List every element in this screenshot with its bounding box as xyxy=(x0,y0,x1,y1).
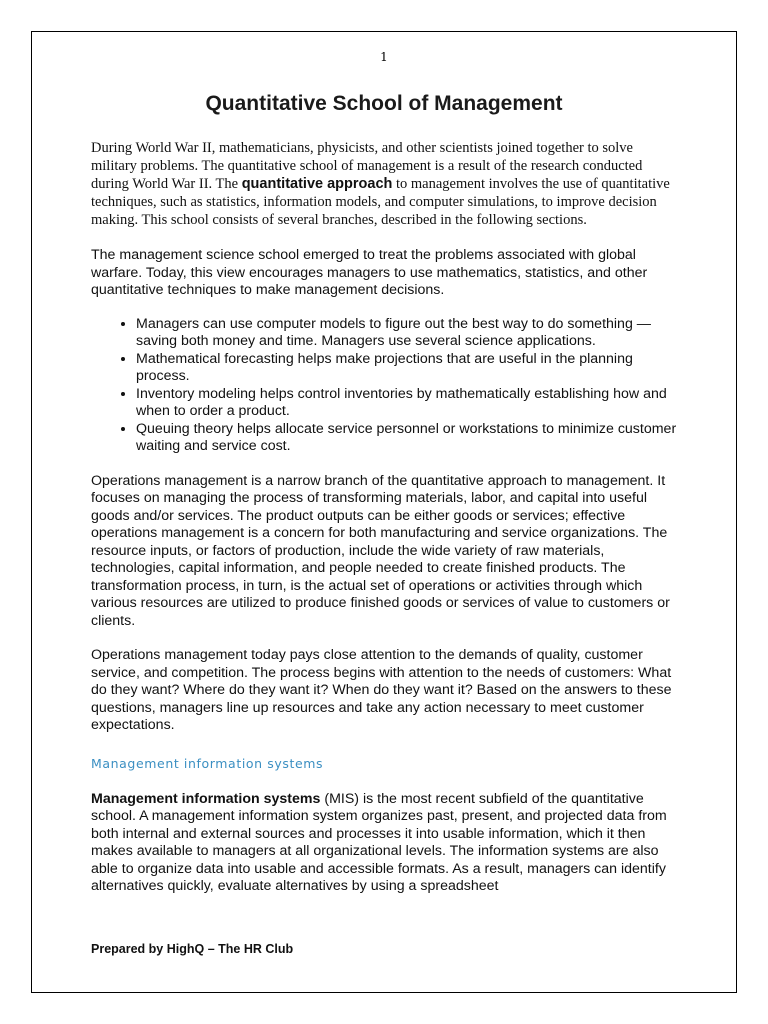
mis-text: (MIS) is the most recent subfield of the quantitative school. A management information system organizes past, present, and projected data from both internal and external sources and processes it into usable information, which it then makes available to managers at all organizational levels. The information systems are also able to organize data into usable and accessible formats. As a result, managers can identify alternatives quickly, evaluate alternatives by using a spreadsheet xyxy=(91,790,667,894)
list-item: • Inventory modeling helps control inventories by mathematically establishing how and when to order a product. xyxy=(136,386,679,421)
management-science-paragraph: The management science school emerged to treat the problems associated with global warfare. Today, this view encourages managers to use mathematics, statistics, and other quantitative techniques to make management decisions. xyxy=(91,247,648,298)
bullet-list xyxy=(91,316,679,456)
intro-text-before: During World War II, mathematicians, physicists, and other scientists joined together to solve military problems. The quantitative school of management is a result of the research conducted during World War II. The xyxy=(91,140,643,192)
intro-text-after: to management involves the use of quantitative techniques, such as statistics, information models, and computer simulations, to improve decision making. This school consists of several branches, described in the following sections. xyxy=(91,176,670,228)
intro-paragraph xyxy=(91,139,679,229)
mis-bold-term: Management information systems xyxy=(91,790,321,807)
operations-paragraph-2: Operations management today pays close attention to the demands of quality, customer service, and competition. The process begins with attention to the needs of customers: What do they want? Where do they want it? When do they want it? Based on the answers to these questions, managers line up resources and take any action necessary to meet customer expectations. xyxy=(91,647,672,733)
page-footer: Prepared by HighQ – The HR Club xyxy=(91,942,294,956)
list-item: • Queuing theory helps allocate service personnel or workstations to minimize customer waiting and service cost. xyxy=(136,421,679,456)
mis-paragraph xyxy=(91,791,679,896)
operations-paragraph-1: Operations management is a narrow branch of the quantitative approach to management. It focuses on managing the process of transforming materials, labor, and capital into useful goods and/or services. The product outputs can be either goods or services; effective operations management is a concern for both manufacturing and service organizations. The resource inputs, or factors of production, include the wide variety of raw materials, technologies, capital information, and people needed to create finished products. The transformation process, in turn, is the actual set of operations or activities through which various resources are utilized to produce finished goods or services of value to customers or clients. xyxy=(91,472,670,629)
document-body xyxy=(91,139,679,896)
document-page xyxy=(31,31,737,993)
mis-section-heading: Management information systems xyxy=(91,755,324,771)
list-item: • Mathematical forecasting helps make projections that are useful in the planning process. xyxy=(136,351,679,386)
page-title: Quantitative School of Management xyxy=(205,92,563,115)
page-number: 1 xyxy=(380,50,388,64)
list-item: • Managers can use computer models to figure out the best way to do something — saving both money and time. Managers use several science applications. xyxy=(136,316,679,351)
intro-bold-term: quantitative approach xyxy=(241,176,393,192)
